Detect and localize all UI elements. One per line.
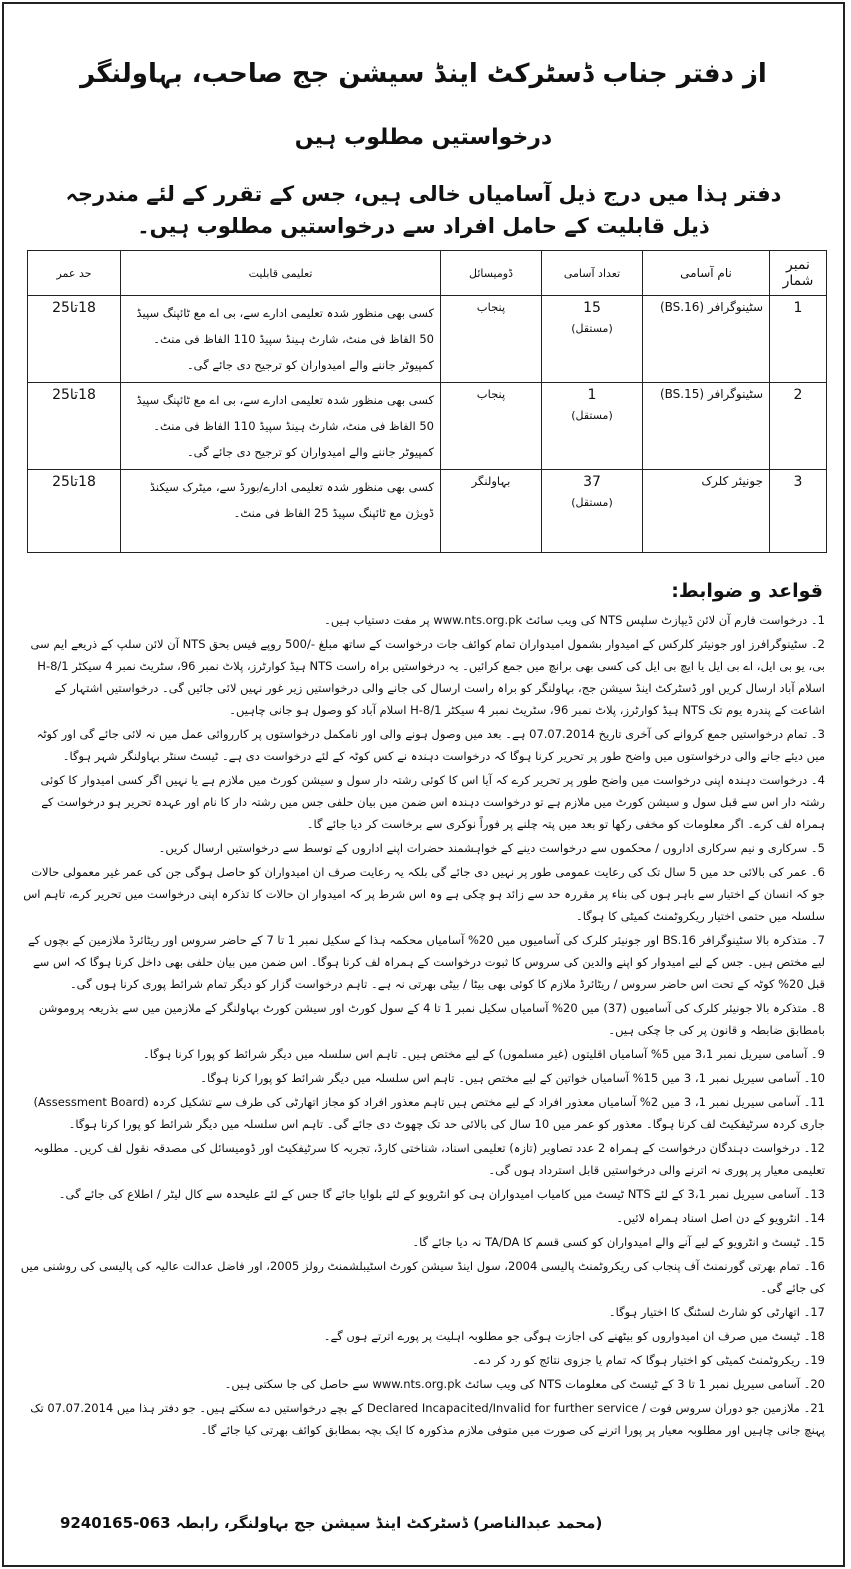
rules-list <box>4 609 843 1441</box>
cell-post-count <box>542 383 643 470</box>
cell-post-name: سٹینوگرافر (BS.15) <box>643 383 770 470</box>
count-value: 15 <box>583 300 601 316</box>
table-row <box>28 470 827 553</box>
status-label: (مستقل) <box>571 322 613 335</box>
status-label: (مستقل) <box>571 496 613 509</box>
rule-item: 7۔ متذکرہ بالا سٹینوگرافر BS.16 اور جونیئر کلرک کی آسامیوں میں 20% آسامیاں محکمہ ہذا کے سکیل نمبر 1 تا 7 کے حاضر سروس اور ریٹائرڈ ملازمین کے بچوں کے لیے مختص ہیں۔ جس کے لیے امیدوار کو اپنے والدین کی سروس کا ثبوت درخواست کے ہمراہ لف کرنا ہوگا۔ اس ضمن میں بیان حلفی بھی داخل کرنا ہوگا کہ اس سے قبل 20% کوٹہ کے تحت اس حاضر سروس / ریٹائرڈ ملازم کا کوئی بھی بیٹا / بیٹی بھرتی نہ ہے۔ تاہم درخواست گزار کو دیگر تمام شرائط پوری کرنا ہوں گی۔ <box>27 933 825 991</box>
rule-item: 5۔ سرکاری و نیم سرکاری اداروں / محکموں سے درخواست دینے کے خواہشمند حضرات اپنے اداروں کے توسط سے درخواستیں ارسال کریں۔ <box>158 841 825 855</box>
status-label: (مستقل) <box>571 409 613 422</box>
cell-age-limit: 18تا25 <box>28 470 121 553</box>
cell-post-count <box>542 296 643 383</box>
cell-serial: 1 <box>770 296 827 383</box>
page-border <box>2 2 845 1567</box>
count-value: 1 <box>587 387 597 403</box>
header-serial: نمبر شمار <box>770 251 827 296</box>
table-row <box>28 383 827 470</box>
vacancies-table <box>27 250 827 553</box>
rule-item: 15۔ ٹیسٹ و انٹرویو کے لیے آنے والے امیدواران کو کسی قسم کا TA/DA نہ دیا جائے گا۔ <box>412 1235 825 1249</box>
rule-item: 9۔ آسامی سیریل نمبر 3،1 میں 5% آسامیاں اقلیتوں (غیر مسلموں) کے لیے مختص ہیں۔ تاہم اس سلسلہ میں دیگر شرائط کو پورا کرنا ہوگا۔ <box>143 1047 825 1061</box>
cell-qualification: کسی بھی منظور شدہ تعلیمی ادارے سے، بی اے مع ٹائپنگ سپیڈ 50 الفاظ فی منٹ، شارٹ ہینڈ سپیڈ 110 الفاظ فی منٹ۔ کمپیوٹر جاننے والے امیدواران کو ترجیح دی جائے گی۔ <box>121 296 441 383</box>
rule-item: 20۔ آسامی سیریل نمبر 1 تا 3 کے ٹیسٹ کی معلومات NTS کی ویب سائٹ www.nts.org.pk سے حاصل کی جا سکتی ہیں۔ <box>224 1377 825 1391</box>
rule-item: 18۔ ٹیسٹ میں صرف ان امیدواروں کو بیٹھنے کی اجازت ہوگی جو مطلوبہ اہلیت پر پورے اترتے ہوں گے۔ <box>323 1329 825 1343</box>
cell-age-limit: 18تا25 <box>28 296 121 383</box>
cell-post-count <box>542 470 643 553</box>
rule-item: 1۔ درخواست فارم آن لائن ڈیپازٹ سلپس NTS کی ویب سائٹ www.nts.org.pk پر مفت دستیاب ہیں۔ <box>324 613 825 627</box>
cell-domicile: پنجاب <box>441 296 542 383</box>
rule-item: 19۔ ریکروٹمنٹ کمیٹی کو اختیار ہوگا کہ تمام یا جزوی نتائج کو رد کر دے۔ <box>472 1353 825 1367</box>
header-age-limit: حد عمر <box>28 251 121 296</box>
rule-item: 21۔ ملازمین جو دوران سروس فوت / Declared Incapacited/Invalid for further service کے بچے درخواستیں دے سکتے ہیں۔ جو دفتر ہذا میں 07.07.2014 تک پہنچ جانی چاہیں اور مطلوبہ معیار پر پورا اترنے کی صورت میں متوفی ملازم مذکورہ کا ایک بچہ بمطابق کوائف بھرتی کیا جائے گا۔ <box>30 1401 825 1437</box>
signature-block <box>4 1511 843 1535</box>
rule-item: 11۔ آسامی سیریل نمبر 1، 3 میں 2% آسامیاں معذور افراد کے لیے مختص ہیں تاہم معذور افراد کو مجاز اتھارٹی کی طرف سے تشکیل کردہ (Assessment Board) جاری کردہ سرٹیفکیٹ لف کرنا ہوگا۔ معذور کو عمر میں 10 سال کی بالائی حد تک چھوٹ دی جائے گی۔ تاہم اس سلسلہ میں دیگر شرائط کو پورا کرنا ہوگا۔ <box>33 1095 825 1131</box>
rule-item: 2۔ سٹینوگرافرز اور جونیئر کلرکس کے امیدوار بشمول امیدواران تمام کوائف جات درخواست کے ساتھ مبلغ -/500 روپے فیس بحق NTS آن لائن سلپ کے ذریعے ایم سی بی، یو بی ایل، اے بی ایل یا ایچ بی ایل کی کسی بھی برانچ میں جمع کرائیں۔ یہ درخواستیں براہ راست NTS ہیڈ کوارٹرز، پلاٹ نمبر 96، سٹریٹ نمبر 4 سیکٹر H-8/1 اسلام آباد ارسال کریں اور ڈسٹرکٹ اینڈ سیشن جج، بہاولنگر کو براہ راست ارسال کی جانے والی درخواستیں زیر غور نہیں لائی جائیں گی۔ درخواستیں اشتہار کے اشاعت کے پندرہ یوم تک NTS ہیڈ کوارٹرز، پلاٹ نمبر 96، سٹریٹ نمبر 4 سیکٹر H-8/1 اسلام آباد کو وصول ہو جانی چاہیں۔ <box>30 637 825 717</box>
rules-heading: قواعد و ضوابط: <box>671 580 823 602</box>
rule-item: 3۔ تمام درخواستیں جمع کروانے کی آخری تاریخ 07.07.2014 ہے۔ بعد میں وصول ہونے والی اور نامکمل درخواستوں پر کارروائی عمل میں نہ لائی جائے گی اور کوٹہ میں دیئے جانے والی درخواستوں میں واضح طور پر تحریر کرنا ہوگا کہ درخواست دہندہ نے کس کوٹہ کے لئے درخواست دی ہے۔ ٹیسٹ سنٹر بہاولنگر شہر ہوگا۔ <box>36 727 825 763</box>
cell-serial: 2 <box>770 383 827 470</box>
rule-item: 17۔ اتھارٹی کو شارٹ لسٹنگ کا اختیار ہوگا۔ <box>608 1305 825 1319</box>
cell-domicile: پنجاب <box>441 383 542 470</box>
header-domicile: ڈومیسائل <box>441 251 542 296</box>
header-post-count: تعداد آسامی <box>542 251 643 296</box>
table-header-row <box>28 251 827 296</box>
header-post-name: نام آسامی <box>643 251 770 296</box>
cell-qualification: کسی بھی منظور شدہ تعلیمی ادارے سے، بی اے مع ٹائپنگ سپیڈ 50 الفاظ فی منٹ، شارٹ ہینڈ سپیڈ 110 الفاظ فی منٹ۔ کمپیوٹر جاننے والے امیدواران کو ترجیح دی جائے گی۔ <box>121 383 441 470</box>
cell-serial: 3 <box>770 470 827 553</box>
cell-post-name: سٹینوگرافر (BS.16) <box>643 296 770 383</box>
intro-text: دفتر ہذا میں درج ذیل آسامیاں خالی ہیں، جس کے تقرر کے لئے مندرجہ ذیل قابلیت کے حامل افراد سے درخواستیں مطلوب ہیں۔ <box>65 182 782 238</box>
rule-item: 14۔ انٹرویو کے دن اصل اسناد ہمراہ لائیں۔ <box>616 1211 825 1225</box>
page-subtitle: درخواستیں مطلوب ہیں <box>294 125 553 150</box>
cell-post-name: جونیئر کلرک <box>643 470 770 553</box>
rule-item: 13۔ آسامی سیریل نمبر 3،1 کے لئے NTS ٹیسٹ میں کامیاب امیدواران ہی کو انٹرویو کے لئے بلوایا جائے گا جس کے لئے علیحدہ سے کال لیٹر / اطلاع کی جائے گی۔ <box>58 1187 825 1201</box>
rule-item: 6۔ عمر کی بالائی حد میں 5 سال تک کی رعایت عمومی طور پر نہیں دی جائے گی بلکہ یہ رعایت صرف ان امیدواران کو حاصل ہوگی جن کی عمر غیر معمولی حالات جو کہ انسان کے اختیار سے باہر ہوں کی بناء پر مقررہ حد سے زائد ہو چکی ہے وہ اس شرط پر کہ امیدوار ان حالات کا تذکرہ اپنی درخواست میں تحریر کرے، تاہم اس سلسلہ میں حتمی اختیار ریکروٹمنٹ کمیٹی کا ہوگا۔ <box>23 865 825 923</box>
cell-domicile: بہاولنگر <box>441 470 542 553</box>
signature-contact: (محمد عبدالناصر) ڈسٹرکٹ اینڈ سیشن جج بہاولنگر، رابطہ 063-9240165 <box>60 1514 603 1532</box>
count-value: 37 <box>583 474 601 490</box>
cell-age-limit: 18تا25 <box>28 383 121 470</box>
rule-item: 12۔ درخواست دہندگان درخواست کے ہمراہ 2 عدد تصاویر (تازہ) تعلیمی اسناد، شناختی کارڈ، تجربہ کا سرٹیفکیٹ اور ڈومیسائل کی مصدقہ نقول لف کریں۔ مطلوبہ تعلیمی معیار پر پوری نہ اترنے والی درخواستیں قابل استرداد ہوں گی۔ <box>33 1141 825 1177</box>
table-row <box>28 296 827 383</box>
rule-item: 8۔ متذکرہ بالا جونیئر کلرک کی آسامیوں (37) میں 20% آسامیاں سکیل نمبر 1 تا 4 کے سول کورٹ اور سیشن کورٹ بہاولنگر کے ملازمین میں سے بذریعہ پروموشن بامطابق ضابطہ و قانون پر کی جا چکی ہیں۔ <box>38 1001 825 1037</box>
rule-item: 4۔ درخواست دہندہ اپنی درخواست میں واضح طور پر تحریر کرے کہ آیا اس کا کوئی رشتہ دار سول و سیشن کورٹ میں ملازم ہے یا نہیں اگر کسی امیدوار کا کوئی رشتہ دار اس سے قبل سول و سیشن کورٹ میں ملازم ہے تو درخواست دہندہ اس ضمن میں بیان حلفی جس میں رشتہ دار کا نام اور عہدہ تحریر ہو درخواست کے ہمراہ لف کرے۔ اگر معلومات کو مخفی رکھا تو بعد میں پتہ چلنے پر فوراً نوکری سے برخاست کر دیا جائے گا۔ <box>40 773 825 831</box>
cell-qualification: کسی بھی منظور شدہ تعلیمی ادارے/بورڈ سے، میٹرک سیکنڈ ڈویژن مع ٹائپنگ سپیڈ 25 الفاظ فی منٹ۔ <box>121 470 441 553</box>
header-qualification: تعلیمی قابلیت <box>121 251 441 296</box>
rule-item: 10۔ آسامی سیریل نمبر 1، 3 میں 15% آسامیاں خواتین کے لیے مختص ہیں۔ تاہم اس سلسلہ میں دیگر شرائط کو پورا کرنا ہوگا۔ <box>200 1071 825 1085</box>
rule-item: 16۔ تمام بھرتی گورنمنٹ آف پنجاب کی ریکروٹمنٹ پالیسی 2004، سول اینڈ سیشن کورٹ اسٹیبلشمنٹ رولز 2005، اور فاضل عدالت عالیہ کی پالیسی کی روشنی میں کی جائے گی۔ <box>20 1259 825 1295</box>
page-title: از دفتر جناب ڈسٹرکٹ اینڈ سیشن جج صاحب، بہاولنگر <box>80 59 767 89</box>
